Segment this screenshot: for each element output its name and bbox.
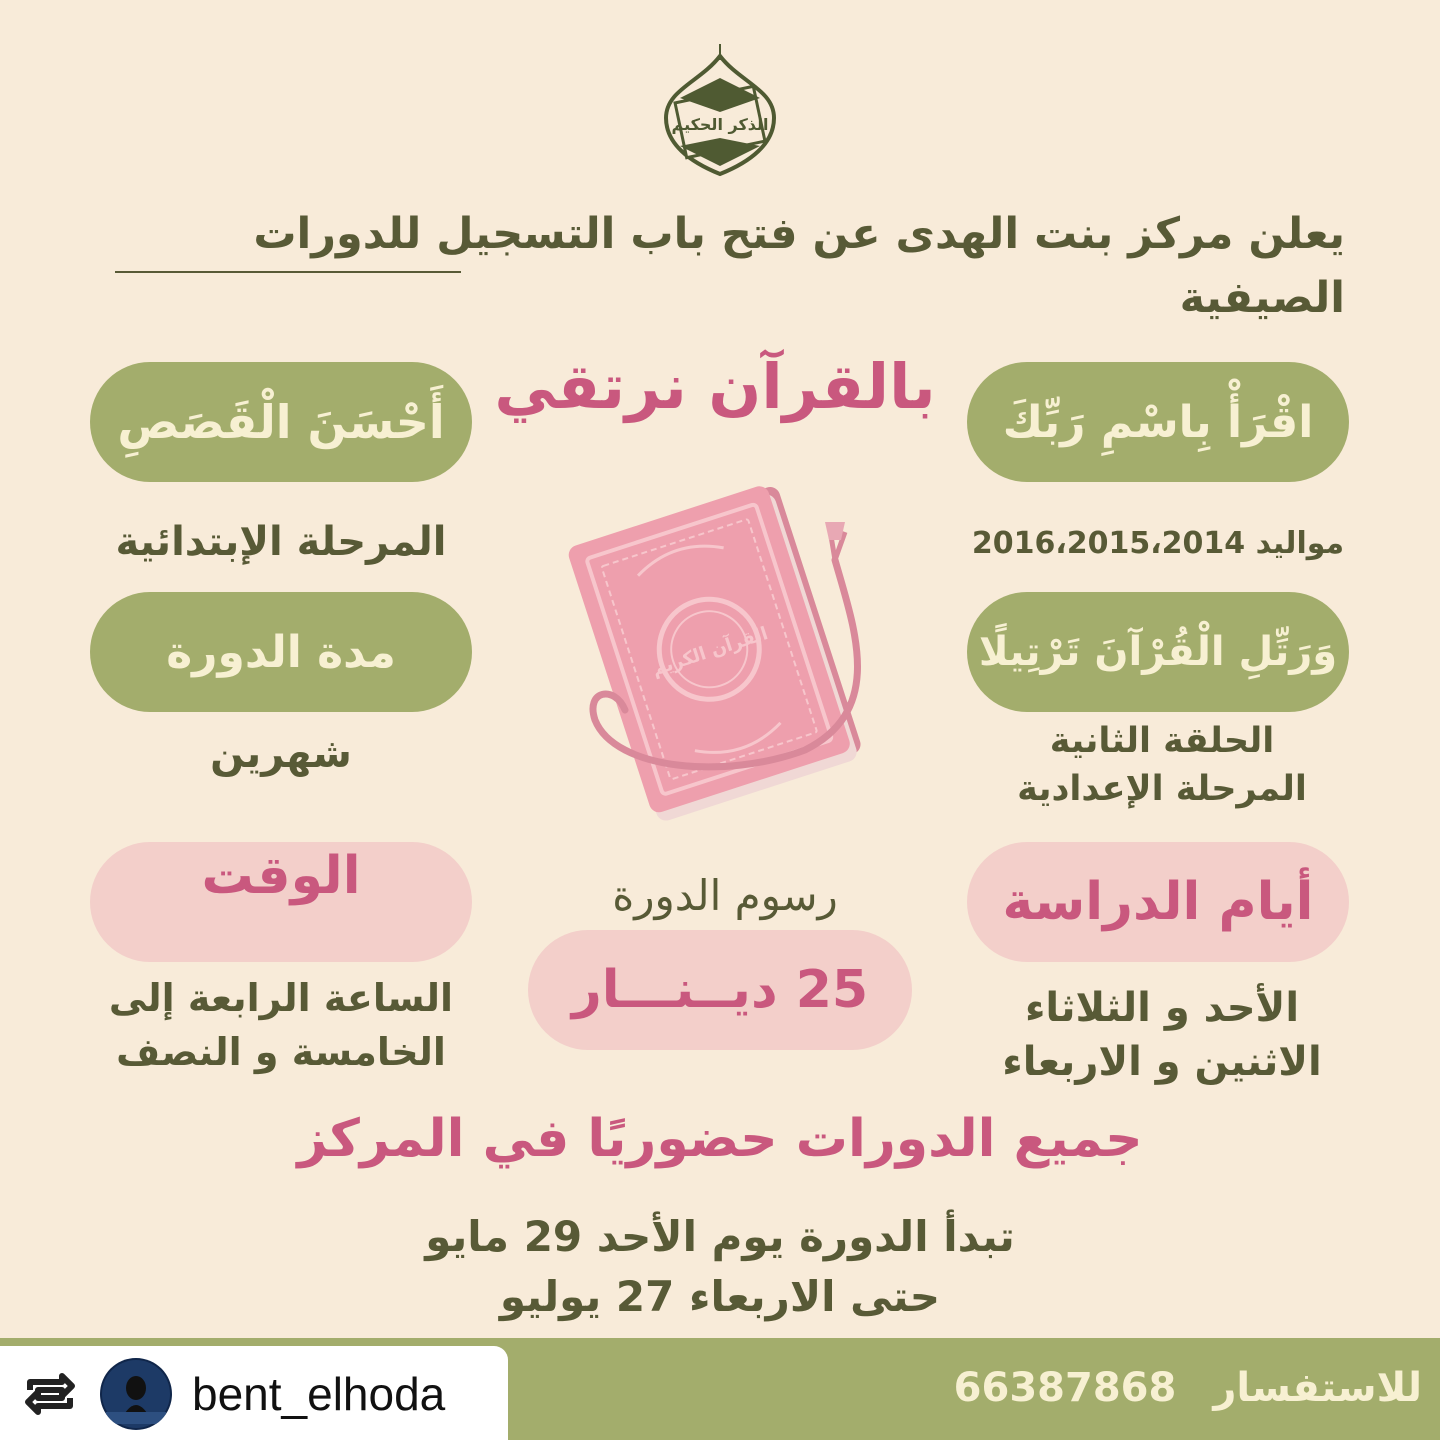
course-birth-years: مواليد 2016،2015،2014 — [971, 526, 1345, 561]
inquiry-phone[interactable]: 66387868 — [953, 1365, 1177, 1411]
logo — [660, 42, 780, 182]
fees-pill: 25 ديــنـــار — [528, 930, 912, 1050]
course-start-date: تبدأ الدورة يوم الأحد 29 مايو — [425, 1212, 1015, 1261]
time-line-1: الساعة الرابعة إلى — [108, 976, 454, 1020]
repost-username[interactable]: bent_elhoda — [192, 1368, 446, 1420]
course-level-second-circle: الحلقة الثانية — [1049, 721, 1275, 761]
announcement-heading: يعلن مركز بنت الهدى عن فتح باب التسجيل للدورات الصيفية — [253, 209, 1345, 323]
course-pill-rattil: وَرَتِّلِ الْقُرْآنَ تَرْتِيلًا — [967, 592, 1349, 712]
slogan: بالقرآن نرتقي — [494, 350, 936, 423]
quran-book-illustration — [555, 470, 885, 830]
study-days-pill: أيام الدراسة — [967, 842, 1349, 962]
quran-book-icon — [555, 470, 885, 830]
study-days-line-1: الأحد و الثلاثاء — [1024, 985, 1300, 1031]
course-level-primary: المرحلة الإبتدائية — [115, 519, 447, 565]
repost-badge[interactable] — [0, 1346, 508, 1440]
avatar[interactable] — [100, 1358, 172, 1430]
announcement-underline — [115, 271, 461, 273]
avatar-figure-icon — [100, 1358, 172, 1430]
course-level-preparatory: المرحلة الإعدادية — [1017, 769, 1307, 809]
logo-lettering: الذكر الحكيم — [671, 115, 769, 134]
course-pill-ahsan-alqasas: أَحْسَنَ الْقَصَصِ — [90, 362, 472, 482]
fees-label: رسوم الدورة — [612, 871, 838, 920]
course-end-date: حتى الاربعاء 27 يوليو — [499, 1272, 941, 1321]
quran-emblem-text: القرآن الكريم — [649, 623, 771, 681]
duration-pill: مدة الدورة — [90, 592, 472, 712]
time-pill: الوقت — [90, 842, 472, 962]
repost-icon — [22, 1372, 78, 1416]
logo-emblem-icon — [660, 42, 780, 182]
inquiry-label: للاستفسار — [1213, 1365, 1422, 1411]
study-days-line-2: الاثنين و الاربعاء — [1002, 1039, 1322, 1085]
duration-value: شهرين — [210, 731, 352, 777]
time-line-2: الخامسة و النصف — [116, 1030, 446, 1074]
course-pill-iqra: اقْرَأْ بِاسْمِ رَبِّكَ — [967, 362, 1349, 482]
attendance-note: جميع الدورات حضوريًا في المركز — [297, 1109, 1143, 1169]
